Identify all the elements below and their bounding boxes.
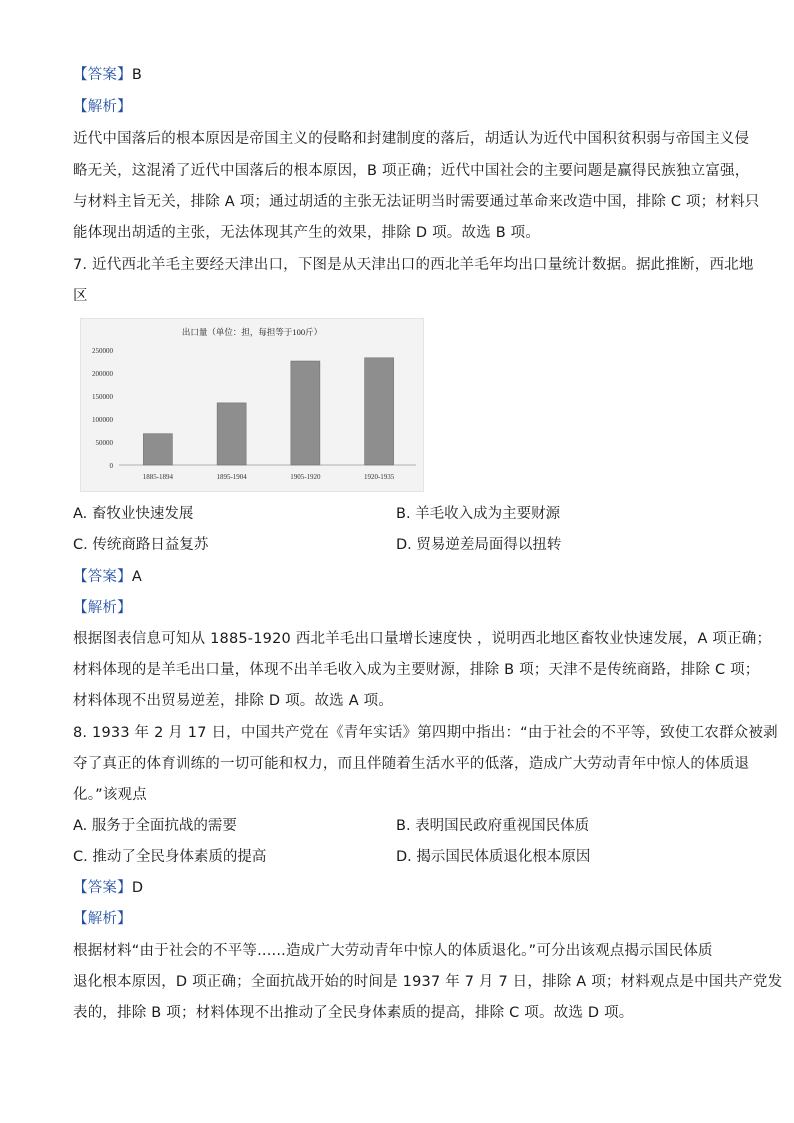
q7-analysis-label: 【解析】 [73,600,132,616]
q8-stem-line: 夺了真正的体育训练的一切可能和权力，而且伴随着生活水平的低落，造成广大劳动青年中惊人的体质退 [73,756,750,772]
q8-answer [73,877,143,899]
export-bar-chart [80,318,424,492]
y-tick-label: 250000 [92,347,113,355]
x-tick-label: 1895-1904 [216,473,247,481]
q6-analysis-line: 近代中国落后的根本原因是帝国主义的侵略和封建制度的落后，胡适认为近代中国积贫积弱与帝国主义侵 [73,131,750,147]
q6-analysis-line: 与材料主旨无关，排除 A 项；通过胡适的主张无法证明当时需要通过革命来改造中国，排除 C 项；材料只 [73,194,760,210]
y-tick-label: 200000 [92,370,113,378]
q8-analysis-line: 根据材料“由于社会的不平等......造成广大劳动青年中惊人的体质退化。”可分出该观点揭示国民体质 [73,943,713,959]
x-tick-label: 1885-1894 [142,473,174,481]
answer-value: D [131,880,144,896]
chart-svg [81,319,423,491]
answer-value: B [131,67,142,83]
y-tick-label: 0 [109,462,113,470]
q6-answer [73,64,142,86]
q8-analysis-label: 【解析】 [73,911,132,927]
answer-label: 【答案】 [73,880,132,896]
q7-option-c: C. 传统商路日益复苏 [73,537,209,553]
q8-stem-line: 8. 1933 年 2 月 17 日，中国共产党在《青年实话》第四期中指出：“由于社会的不平等，致使工农群众被剥 [73,725,778,741]
q7-answer [73,566,142,588]
q7-analysis-line: 根据图表信息可知从 1885-1920 西北羊毛出口量增长速度快 ，说明西北地区畜牧业快速发展，A 项正确； [73,631,772,647]
answer-value: A [131,569,142,585]
bar-1885-1894 [143,434,172,465]
q8-option-b: B. 表明国民政府重视国民体质 [396,818,590,834]
answer-label: 【答案】 [73,67,132,83]
y-tick-label: 100000 [92,416,113,424]
q7-option-d: D. 贸易逆差局面得以扭转 [396,537,562,553]
y-tick-label: 150000 [92,393,113,401]
q8-option-c: C. 推动了全民身体素质的提高 [73,849,267,865]
q7-analysis-line: 材料体现不出贸易逆差，排除 D 项。故选 A 项。 [73,693,394,709]
q6-analysis-line: 略无关，这混淆了近代中国落后的根本原因，B 项正确；近代中国社会的主要问题是赢得民族独立富强， [73,163,750,179]
q8-analysis-line: 表的，排除 B 项；材料体现不出推动了全民身体素质的提高，排除 C 项。故选 D 项。 [73,1005,634,1021]
q8-analysis-line: 退化根本原因，D 项正确；全面抗战开始的时间是 1937 年 7 月 7 日，排除 A 项；材料观点是中国共产党发 [73,974,783,990]
q8-option-a: A. 服务于全面抗战的需要 [73,818,237,834]
bar-1920-1935 [365,358,394,465]
bar-1905-1920 [291,361,320,465]
answer-label: 【答案】 [73,569,132,585]
q7-stem-line: 区 [73,288,88,304]
q6-analysis-label: 【解析】 [73,99,132,115]
y-tick-label: 50000 [95,439,113,447]
q6-analysis-line: 能体现出胡适的主张，无法体现其产生的效果，排除 D 项。故选 B 项。 [73,225,541,241]
bar-1895-1904 [217,403,246,465]
chart-title: 出口量（单位：担，每担等于100斤） [181,327,323,337]
q7-analysis-line: 材料体现的是羊毛出口量，体现不出羊毛收入成为主要财源，排除 B 项；天津不是传统商路，排除 C 项； [73,662,760,678]
q8-option-d: D. 揭示国民体质退化根本原因 [396,849,591,865]
q7-option-a: A. 畜牧业快速发展 [73,506,194,522]
q7-stem-line: 7. 近代西北羊毛主要经天津出口，下图是从天津出口的西北羊毛年均出口量统计数据。据此推断，西北地 [73,257,754,273]
x-tick-label: 1905-1920 [290,473,321,481]
q8-stem-line: 化。”该观点 [73,787,147,803]
x-tick-label: 1920-1935 [363,473,395,481]
q7-option-b: B. 羊毛收入成为主要财源 [396,506,561,522]
